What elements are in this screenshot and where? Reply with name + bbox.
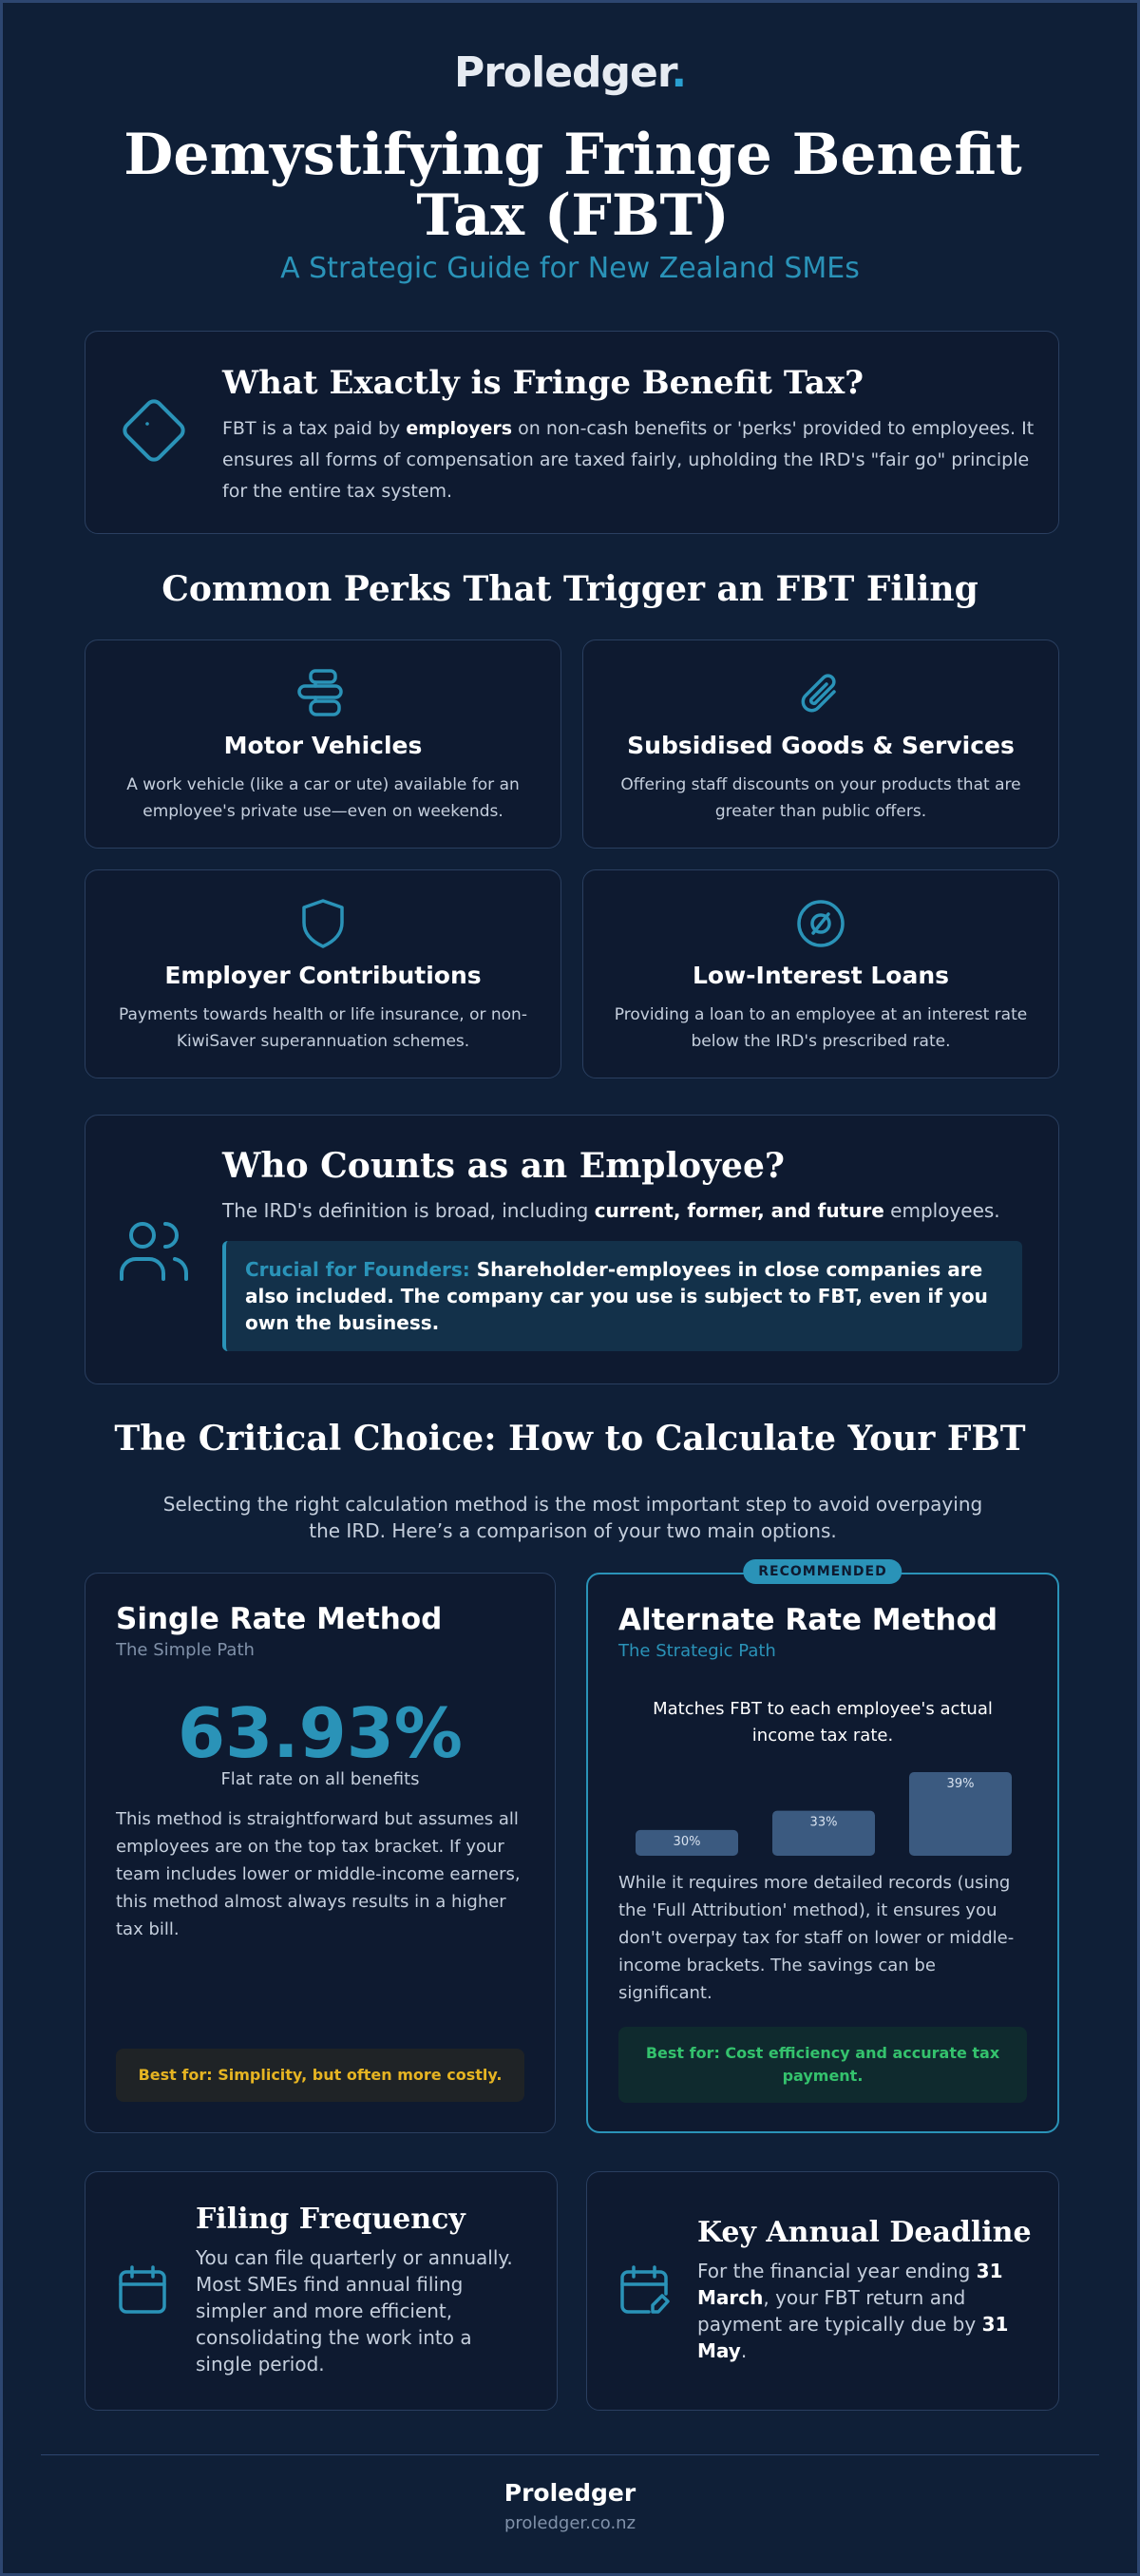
- single-rate-subtitle: The Simple Path: [116, 1640, 255, 1660]
- tag-icon: [118, 394, 190, 470]
- alternate-rate-description: While it requires more detailed records (using the 'Full Attribution' method), it ensures you don't overpay tax for staff on lower or middle-income brackets. The savings can be significant.: [618, 1873, 1015, 2003]
- single-rate-label: Flat rate on all benefits: [220, 1769, 420, 1789]
- perk-text: A work vehicle (like a car or ute) available for an employee's private use—even on weekends.: [126, 775, 520, 821]
- what-is-text: [222, 413, 1039, 507]
- what-is-title: What Exactly is Fringe Benefit Tax?: [222, 364, 864, 402]
- employee-card: [85, 1115, 1059, 1384]
- employee-text-1: The IRD's definition is broad, including: [222, 1199, 595, 1222]
- logo-dot: .: [671, 48, 687, 97]
- logo-text: Proledger: [453, 48, 672, 97]
- perk-title: Employer Contributions: [164, 962, 482, 989]
- alternate-rate-card: [586, 1564, 1059, 2133]
- calendar-edit-icon: [618, 2263, 671, 2320]
- employee-text: [222, 1199, 1000, 1222]
- what-is-fbt-card: [85, 331, 1059, 534]
- tax-rate-bar-chart: [634, 1765, 1014, 1856]
- perk-card-motor-vehicles: [85, 639, 561, 849]
- alternate-rate-match-text: Matches FBT to each employee's actual income tax rate.: [653, 1699, 993, 1746]
- perk-text: Offering staff discounts on your products that are greater than public offers.: [620, 775, 1021, 821]
- users-icon: [116, 1214, 192, 1294]
- employee-text-2: employees.: [884, 1199, 1000, 1222]
- single-rate-best-for: Best for: Simplicity, but often more costly.: [116, 2049, 524, 2102]
- perk-text: Payments towards health or life insurance, or non-KiwiSaver superannuation schemes.: [119, 1005, 527, 1051]
- what-is-text-bold: employers: [406, 418, 513, 439]
- single-rate-title: Single Rate Method: [116, 1602, 443, 1636]
- page-title: Demystifying Fringe Benefit Tax (FBT): [124, 122, 1022, 249]
- calendar-icon: [116, 2263, 169, 2320]
- footer-brand: Proledger: [504, 2479, 636, 2507]
- perk-text: Providing a loan to an employee at an interest rate below the IRD's prescribed rate.: [614, 1005, 1028, 1051]
- perk-card-employer-contributions: [85, 869, 561, 1078]
- single-rate-card: [85, 1573, 556, 2133]
- single-rate-value: 63.93%: [178, 1693, 463, 1773]
- deadline-text-3: .: [740, 2339, 748, 2362]
- what-is-text-1: FBT is a tax paid by: [222, 418, 407, 439]
- filing-frequency-card: [85, 2171, 558, 2411]
- deadline-title: Key Annual Deadline: [697, 2216, 1032, 2249]
- perk-card-subsidised-goods: [582, 639, 1059, 849]
- employee-title: Who Counts as an Employee?: [222, 1146, 785, 1186]
- perk-title: Motor Vehicles: [223, 732, 423, 759]
- filing-title: Filing Frequency: [196, 2203, 466, 2236]
- choice-title: The Critical Choice: How to Calculate Your FBT: [114, 1419, 1026, 1459]
- deadline-bold-2: 31 May: [697, 2313, 1009, 2362]
- filing-text: You can file quarterly or annually. Most SMEs find annual filing simpler and more efficient, consolidating the work into a single period.: [196, 2246, 513, 2376]
- deadline-bold-1: 31 March: [697, 2260, 1003, 2309]
- single-rate-description: This method is straightforward but assumes all employees are on the top tax bracket. If your team includes lower or middle-income earners, this method almost always results in a higher tax bill.: [116, 1809, 521, 1939]
- perk-card-low-interest-loans: [582, 869, 1059, 1078]
- deadline-card: [586, 2171, 1059, 2411]
- alternate-rate-title: Alternate Rate Method: [618, 1603, 998, 1637]
- car-icon: [294, 665, 352, 726]
- founders-callout: [222, 1241, 1022, 1351]
- shield-icon: [294, 895, 352, 956]
- callout-label: Crucial for Founders:: [245, 1258, 470, 1281]
- choice-intro: Selecting the right calculation method is the most important step to avoid overpaying the IRD. Here’s a comparison of your two main options.: [162, 1493, 983, 1542]
- slashed-circle-icon: [792, 895, 849, 956]
- paperclip-icon: [792, 665, 849, 726]
- recommended-badge: RECOMMENDED: [743, 1559, 902, 1584]
- what-is-text-2: on non-cash benefits or 'perks' provided to employees. It ensures all forms of compensation are taxed fairly, upholding the IRD's "fair go" principle for the entire tax system.: [222, 418, 1035, 502]
- footer-url[interactable]: proledger.co.nz: [504, 2513, 636, 2533]
- deadline-text: [697, 2258, 1036, 2364]
- logo: [3, 48, 1137, 97]
- alternate-rate-best-for: Best for: Cost efficiency and accurate tax payment.: [618, 2027, 1027, 2103]
- employee-text-bold: current, former, and future: [594, 1199, 884, 1222]
- footer-divider: [41, 2454, 1099, 2455]
- deadline-text-2: , your FBT return and payment are typically due by: [697, 2286, 982, 2336]
- bar-label: 39%: [946, 1777, 975, 1791]
- page-subtitle: A Strategic Guide for New Zealand SMEs: [280, 252, 860, 285]
- deadline-text-1: For the financial year ending: [697, 2260, 977, 2282]
- bar-label: 33%: [809, 1815, 838, 1830]
- callout-text: Shareholder-employees in close companies are also included. The company car you use is subject to FBT, even if you own the business.: [245, 1258, 988, 1334]
- perks-title: Common Perks That Trigger an FBT Filing: [162, 569, 978, 609]
- alternate-rate-subtitle: The Strategic Path: [618, 1641, 776, 1661]
- perk-title: Low-Interest Loans: [692, 962, 950, 989]
- bar-label: 30%: [673, 1834, 701, 1849]
- perk-title: Subsidised Goods & Services: [627, 732, 1015, 759]
